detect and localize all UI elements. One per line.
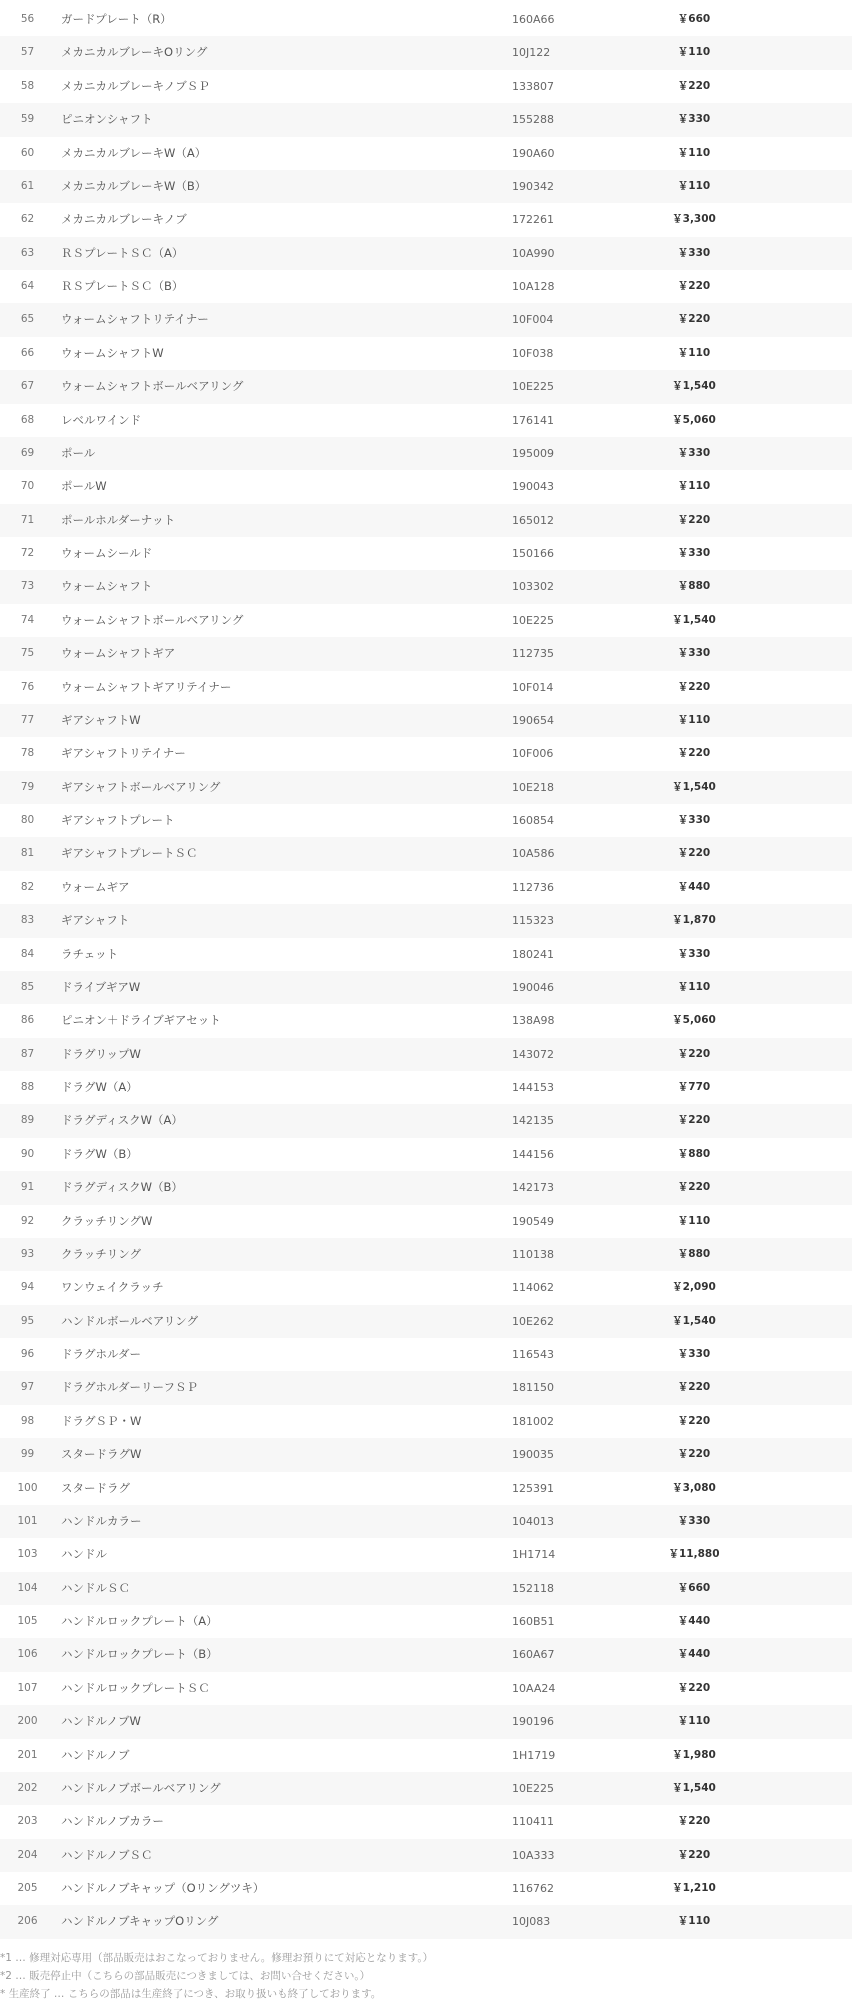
part-number: 69 bbox=[20, 446, 35, 459]
part-name: ウォームシャフトギア bbox=[61, 646, 176, 661]
part-price: ￥220 bbox=[677, 1414, 711, 1427]
part-code: 1H1714 bbox=[512, 1548, 556, 1562]
part-name: クラッチリングW bbox=[61, 1213, 153, 1228]
part-code: 195009 bbox=[512, 446, 554, 460]
part-code: 115323 bbox=[512, 914, 554, 928]
part-number: 82 bbox=[20, 880, 35, 893]
table-row bbox=[0, 671, 852, 704]
part-name: ドラグリップW bbox=[61, 1046, 141, 1061]
part-code: 133807 bbox=[512, 79, 554, 93]
part-code: 165012 bbox=[512, 513, 554, 527]
part-code: 10E218 bbox=[512, 780, 554, 794]
part-code: 116543 bbox=[512, 1348, 554, 1361]
part-code: 142135 bbox=[512, 1114, 554, 1128]
table-row bbox=[0, 1772, 852, 1805]
part-number: 94 bbox=[20, 1281, 35, 1294]
part-name: メカニカルブレーキW（B） bbox=[61, 178, 207, 193]
table-row bbox=[0, 1171, 852, 1204]
part-code: 10E262 bbox=[512, 1314, 554, 1328]
table-row bbox=[0, 1905, 852, 1938]
part-number: 204 bbox=[17, 1848, 38, 1861]
part-price: ￥2,090 bbox=[672, 1281, 716, 1294]
part-number: 90 bbox=[20, 1147, 35, 1160]
part-code: 10AA24 bbox=[512, 1681, 556, 1695]
part-name: ハンドルノブW bbox=[61, 1714, 141, 1729]
part-price: ￥1,540 bbox=[672, 780, 716, 793]
part-code: 10F038 bbox=[512, 346, 554, 360]
part-number: 70 bbox=[20, 480, 35, 493]
part-name: ドラグＳＰ・W bbox=[61, 1413, 142, 1428]
table-row bbox=[0, 1872, 852, 1905]
part-code: 190196 bbox=[512, 1715, 554, 1729]
part-price: ￥220 bbox=[677, 1114, 711, 1127]
part-number: 99 bbox=[20, 1448, 35, 1461]
part-number: 201 bbox=[17, 1748, 38, 1761]
part-number: 104 bbox=[17, 1581, 38, 1594]
table-row bbox=[0, 1805, 852, 1838]
part-price: ￥110 bbox=[677, 179, 711, 192]
part-code: 10A128 bbox=[512, 280, 555, 293]
part-number: 96 bbox=[20, 1348, 35, 1360]
table-row bbox=[0, 704, 852, 737]
part-name: ドラグW（A） bbox=[61, 1080, 138, 1094]
table-row bbox=[0, 3, 852, 36]
table-row bbox=[0, 1138, 852, 1171]
part-code: 10F006 bbox=[512, 747, 554, 761]
part-price: ￥220 bbox=[677, 847, 711, 860]
part-name: ウォームギア bbox=[61, 879, 130, 894]
table-row bbox=[0, 70, 852, 103]
part-name: ピニオン＋ドライブギアセット bbox=[61, 1013, 221, 1028]
footnotes bbox=[0, 1949, 433, 2003]
part-code: 112735 bbox=[512, 647, 554, 661]
part-price: ￥110 bbox=[677, 1214, 711, 1227]
part-price: ￥440 bbox=[677, 1615, 711, 1627]
part-price: ￥110 bbox=[677, 980, 711, 993]
part-name: ハンドルロックプレートＳＣ bbox=[61, 1680, 210, 1695]
table-row bbox=[0, 637, 852, 670]
table-row bbox=[0, 437, 852, 470]
part-number: 74 bbox=[20, 613, 35, 626]
part-code: 176141 bbox=[512, 413, 554, 427]
table-row bbox=[0, 303, 852, 336]
part-code: 180241 bbox=[512, 947, 554, 961]
part-name: ウォームシャフトボールベアリング bbox=[61, 379, 244, 394]
table-row bbox=[0, 1305, 852, 1338]
part-price: ￥3,300 bbox=[672, 213, 716, 226]
part-code: 10J083 bbox=[512, 1915, 551, 1929]
table-row bbox=[0, 1505, 852, 1538]
part-name: ドラグディスクW（B） bbox=[61, 1180, 183, 1195]
part-code: 144153 bbox=[512, 1081, 554, 1094]
footnote-repair-only: *1 … 修理対応専用（部品販売はおこなっておりません。修理お預りにて対応となります。） bbox=[0, 1952, 434, 1964]
table-row bbox=[0, 504, 852, 537]
part-number: 60 bbox=[20, 146, 35, 159]
table-row bbox=[0, 837, 852, 870]
part-price: ￥110 bbox=[677, 146, 711, 159]
part-number: 84 bbox=[20, 947, 35, 960]
table-row bbox=[0, 1271, 852, 1304]
part-price: ￥220 bbox=[677, 747, 711, 760]
part-number: 205 bbox=[17, 1882, 38, 1894]
part-number: 103 bbox=[17, 1548, 38, 1561]
part-number: 91 bbox=[20, 1181, 35, 1194]
table-row bbox=[0, 470, 852, 503]
part-price: ￥1,980 bbox=[672, 1748, 716, 1761]
part-number: 81 bbox=[20, 847, 35, 860]
table-row bbox=[0, 1438, 852, 1471]
part-price: ￥220 bbox=[677, 513, 711, 526]
part-name: ハンドルノブキャップOリング bbox=[61, 1914, 219, 1929]
part-price: ￥110 bbox=[677, 46, 711, 59]
part-price: ￥5,060 bbox=[672, 1014, 716, 1027]
part-name: ギアシャフトリテイナー bbox=[61, 746, 186, 761]
part-code: 190035 bbox=[512, 1448, 554, 1462]
part-number: 88 bbox=[20, 1081, 35, 1093]
table-row bbox=[0, 1605, 852, 1638]
part-name: メカニカルブレーキOリング bbox=[61, 45, 208, 60]
table-row bbox=[0, 971, 852, 1004]
part-code: 160854 bbox=[512, 814, 554, 827]
part-number: 98 bbox=[20, 1414, 35, 1427]
table-row bbox=[0, 1839, 852, 1872]
table-row bbox=[0, 370, 852, 403]
part-number: 100 bbox=[17, 1481, 38, 1494]
part-number: 107 bbox=[17, 1681, 38, 1694]
part-price: ￥330 bbox=[677, 814, 711, 826]
part-price: ￥1,210 bbox=[672, 1882, 716, 1894]
part-name: ドラグホルダーリーフＳＰ bbox=[61, 1380, 198, 1395]
table-row bbox=[0, 1238, 852, 1271]
part-name: ハンドルノブＳＣ bbox=[61, 1847, 153, 1862]
table-row bbox=[0, 203, 852, 236]
part-price: ￥220 bbox=[677, 1815, 711, 1828]
part-name: ハンドルロックプレート（A） bbox=[61, 1614, 218, 1628]
part-code: 181150 bbox=[512, 1381, 554, 1395]
part-number: 105 bbox=[17, 1615, 38, 1627]
part-code: 110138 bbox=[512, 1247, 554, 1261]
table-row bbox=[0, 1071, 852, 1104]
table-row bbox=[0, 871, 852, 904]
part-name: ワンウェイクラッチ bbox=[61, 1280, 164, 1295]
part-number: 72 bbox=[20, 547, 35, 559]
part-name: ラチェット bbox=[61, 946, 119, 961]
footnote-sales-suspended: *2 … 販売停止中（こちらの部品販売につきましては、お問い合せください。） bbox=[0, 1970, 371, 1982]
part-code: 160A67 bbox=[512, 1648, 555, 1662]
part-code: 142173 bbox=[512, 1181, 554, 1195]
part-code: 160A66 bbox=[512, 13, 555, 26]
part-name: ポール bbox=[61, 445, 96, 460]
table-row bbox=[0, 1739, 852, 1772]
table-row bbox=[0, 604, 852, 637]
table-row bbox=[0, 1038, 852, 1071]
part-price: ￥1,540 bbox=[672, 1781, 716, 1794]
part-name: ハンドルノブカラー bbox=[61, 1814, 164, 1829]
part-number: 57 bbox=[20, 46, 35, 59]
part-name: ギアシャフトプレートＳＣ bbox=[61, 846, 198, 861]
part-price: ￥440 bbox=[677, 1648, 711, 1661]
part-name: ＲＳプレートＳＣ（B） bbox=[61, 279, 184, 293]
part-price: ￥330 bbox=[677, 446, 711, 459]
part-code: 190654 bbox=[512, 713, 554, 727]
part-number: 71 bbox=[20, 513, 35, 526]
part-code: 116762 bbox=[512, 1882, 554, 1895]
part-name: ハンドルカラー bbox=[61, 1513, 142, 1528]
part-code: 112736 bbox=[512, 880, 554, 894]
part-price: ￥110 bbox=[677, 1715, 711, 1728]
part-code: 10F014 bbox=[512, 680, 554, 694]
part-name: ウォームシャフトギアリテイナー bbox=[61, 679, 232, 694]
part-price: ￥220 bbox=[677, 79, 711, 92]
part-number: 62 bbox=[20, 213, 35, 226]
part-code: 10E225 bbox=[512, 1781, 554, 1795]
part-code: 143072 bbox=[512, 1047, 554, 1061]
part-price: ￥660 bbox=[677, 1581, 711, 1594]
footnote-discontinued: * 生産終了 … こちらの部品は生産終了につき、お取り扱いも終了しております。 bbox=[0, 1988, 382, 2000]
table-row bbox=[0, 270, 852, 303]
part-number: 87 bbox=[20, 1047, 35, 1060]
part-number: 58 bbox=[20, 79, 35, 92]
part-name: ハンドルノブキャップ（Oリングツキ） bbox=[61, 1881, 265, 1895]
part-name: ギアシャフトボールベアリング bbox=[61, 779, 221, 794]
table-row bbox=[0, 1338, 852, 1371]
part-number: 75 bbox=[20, 647, 35, 660]
part-price: ￥880 bbox=[677, 1147, 711, 1160]
part-price: ￥330 bbox=[677, 647, 711, 660]
part-price: ￥880 bbox=[677, 1247, 711, 1260]
part-code: 10A586 bbox=[512, 847, 555, 861]
table-row bbox=[0, 1104, 852, 1137]
part-code: 110411 bbox=[512, 1815, 554, 1829]
table-row bbox=[0, 1004, 852, 1037]
part-price: ￥880 bbox=[677, 580, 711, 593]
part-price: ￥220 bbox=[677, 280, 711, 292]
part-number: 78 bbox=[20, 747, 35, 760]
part-price: ￥5,060 bbox=[672, 413, 716, 426]
part-code: 10E225 bbox=[512, 613, 554, 627]
part-price: ￥220 bbox=[677, 1681, 711, 1694]
part-code: 155288 bbox=[512, 113, 554, 127]
table-row bbox=[0, 904, 852, 937]
part-name: ドラグW（B） bbox=[61, 1146, 138, 1161]
part-price: ￥11,880 bbox=[668, 1548, 720, 1561]
part-price: ￥110 bbox=[677, 346, 711, 359]
part-code: 10J122 bbox=[512, 46, 551, 60]
part-name: ドライブギアW bbox=[61, 979, 141, 994]
table-row bbox=[0, 137, 852, 170]
part-name: スタードラグW bbox=[61, 1447, 142, 1462]
part-price: ￥220 bbox=[677, 1448, 711, 1461]
table-row bbox=[0, 1638, 852, 1671]
part-number: 97 bbox=[20, 1381, 35, 1394]
part-name: ハンドル bbox=[61, 1547, 107, 1562]
table-row bbox=[0, 570, 852, 603]
table-row bbox=[0, 1705, 852, 1738]
part-price: ￥220 bbox=[677, 1848, 711, 1861]
part-name: ウォームシャフトW bbox=[61, 345, 164, 360]
part-code: 144156 bbox=[512, 1147, 554, 1161]
part-code: 10F004 bbox=[512, 313, 554, 327]
part-code: 138A98 bbox=[512, 1014, 555, 1028]
part-number: 101 bbox=[17, 1514, 38, 1527]
part-price: ￥770 bbox=[677, 1081, 711, 1093]
part-code: 190549 bbox=[512, 1214, 554, 1228]
part-code: 190046 bbox=[512, 980, 554, 994]
part-price: ￥1,540 bbox=[672, 380, 716, 393]
part-name: ギアシャフトプレート bbox=[61, 813, 175, 827]
part-number: 206 bbox=[17, 1915, 38, 1928]
part-name: ハンドルボールベアリング bbox=[61, 1313, 199, 1328]
table-row bbox=[0, 103, 852, 136]
part-price: ￥220 bbox=[677, 680, 711, 693]
table-row bbox=[0, 404, 852, 437]
part-number: 64 bbox=[20, 280, 35, 292]
part-number: 85 bbox=[20, 980, 35, 993]
part-name: ピニオンシャフト bbox=[61, 112, 153, 127]
part-name: ガードプレート（R） bbox=[61, 12, 172, 26]
part-name: ウォームシャフトボールベアリング bbox=[61, 612, 244, 627]
part-price: ￥1,540 bbox=[672, 1314, 716, 1327]
part-price: ￥220 bbox=[677, 1181, 711, 1194]
part-name: ウォームシャフトリテイナー bbox=[61, 312, 209, 327]
part-code: 190043 bbox=[512, 480, 554, 494]
part-code: 125391 bbox=[512, 1481, 554, 1495]
part-code: 10E225 bbox=[512, 380, 554, 394]
part-code: 104013 bbox=[512, 1514, 554, 1528]
part-price: ￥330 bbox=[677, 947, 711, 960]
part-price: ￥330 bbox=[677, 113, 711, 126]
part-number: 73 bbox=[20, 580, 35, 593]
part-number: 202 bbox=[17, 1781, 38, 1794]
part-price: ￥330 bbox=[677, 246, 711, 259]
part-name: レベルワインド bbox=[61, 412, 142, 427]
table-row bbox=[0, 804, 852, 837]
parts-table bbox=[0, 3, 852, 1939]
part-number: 89 bbox=[20, 1114, 35, 1127]
part-price: ￥220 bbox=[677, 1047, 711, 1060]
table-row bbox=[0, 1572, 852, 1605]
part-number: 65 bbox=[20, 313, 35, 326]
part-number: 66 bbox=[20, 346, 35, 359]
part-number: 92 bbox=[20, 1214, 35, 1227]
part-name: ドラグディスクW（A） bbox=[61, 1113, 183, 1128]
part-price: ￥440 bbox=[677, 880, 711, 893]
part-number: 203 bbox=[17, 1815, 38, 1828]
part-price: ￥110 bbox=[677, 1915, 711, 1928]
part-price: ￥220 bbox=[677, 1381, 711, 1394]
part-name: メカニカルブレーキノブＳＰ bbox=[61, 78, 210, 93]
table-row bbox=[0, 938, 852, 971]
table-row bbox=[0, 737, 852, 770]
table-row bbox=[0, 237, 852, 270]
table-row bbox=[0, 1472, 852, 1505]
part-name: ウォームシールド bbox=[61, 546, 153, 560]
part-code: 190342 bbox=[512, 179, 554, 193]
part-price: ￥330 bbox=[677, 1514, 711, 1527]
table-row bbox=[0, 1371, 852, 1404]
part-price: ￥330 bbox=[677, 1348, 711, 1360]
part-number: 200 bbox=[17, 1715, 38, 1728]
table-row bbox=[0, 1205, 852, 1238]
part-number: 80 bbox=[20, 814, 35, 826]
part-name: ハンドルロックプレート（B） bbox=[61, 1647, 218, 1662]
part-name: ギアシャフト bbox=[61, 913, 130, 928]
part-name: クラッチリング bbox=[61, 1246, 142, 1261]
part-name: ハンドルノブ bbox=[61, 1747, 130, 1762]
part-name: ＲＳプレートＳＣ（A） bbox=[61, 245, 184, 260]
table-row bbox=[0, 537, 852, 570]
part-code: 190A60 bbox=[512, 146, 555, 160]
part-name: ドラグホルダー bbox=[61, 1347, 142, 1361]
table-row bbox=[0, 170, 852, 203]
part-price: ￥1,870 bbox=[672, 914, 716, 927]
part-name: メカニカルブレーキノブ bbox=[61, 212, 187, 227]
table-row bbox=[0, 36, 852, 69]
part-name: メカニカルブレーキW（A） bbox=[61, 145, 207, 160]
part-name: ハンドルノブボールベアリング bbox=[61, 1780, 221, 1795]
part-number: 76 bbox=[20, 680, 35, 693]
part-number: 93 bbox=[20, 1247, 35, 1260]
part-number: 68 bbox=[20, 413, 35, 426]
part-code: 10A333 bbox=[512, 1848, 555, 1862]
part-number: 59 bbox=[20, 113, 35, 126]
part-number: 67 bbox=[20, 380, 35, 393]
part-code: 1H1719 bbox=[512, 1748, 556, 1762]
part-name: ウォームシャフト bbox=[61, 579, 153, 594]
part-name: ギアシャフトW bbox=[61, 712, 141, 727]
part-code: 10A990 bbox=[512, 246, 555, 260]
part-price: ￥110 bbox=[677, 713, 711, 726]
part-number: 95 bbox=[20, 1314, 35, 1327]
table-row bbox=[0, 1672, 852, 1705]
part-number: 86 bbox=[20, 1014, 35, 1027]
table-row bbox=[0, 337, 852, 370]
part-number: 61 bbox=[20, 179, 35, 192]
part-number: 79 bbox=[20, 780, 35, 793]
table-row bbox=[0, 1538, 852, 1571]
part-number: 83 bbox=[20, 914, 35, 927]
part-price: ￥330 bbox=[677, 547, 711, 559]
part-code: 150166 bbox=[512, 547, 554, 560]
part-number: 56 bbox=[20, 13, 35, 25]
table-row bbox=[0, 1405, 852, 1438]
part-price: ￥110 bbox=[677, 480, 711, 493]
part-name: スタードラグ bbox=[61, 1480, 130, 1495]
part-number: 77 bbox=[20, 713, 35, 726]
part-name: ポールホルダーナット bbox=[61, 512, 176, 527]
part-code: 172261 bbox=[512, 213, 554, 227]
part-price: ￥1,540 bbox=[672, 613, 716, 626]
part-number: 106 bbox=[17, 1648, 38, 1661]
part-price: ￥220 bbox=[677, 313, 711, 326]
part-number: 63 bbox=[20, 246, 35, 259]
part-price: ￥660 bbox=[677, 13, 711, 25]
part-name: ハンドルＳＣ bbox=[61, 1580, 130, 1595]
part-price: ￥3,080 bbox=[672, 1481, 716, 1494]
part-name: ポールW bbox=[61, 479, 107, 494]
part-code: 181002 bbox=[512, 1414, 554, 1428]
part-code: 152118 bbox=[512, 1581, 554, 1595]
table-row bbox=[0, 771, 852, 804]
part-code: 160B51 bbox=[512, 1615, 555, 1628]
part-code: 103302 bbox=[512, 580, 554, 594]
part-code: 114062 bbox=[512, 1281, 554, 1295]
